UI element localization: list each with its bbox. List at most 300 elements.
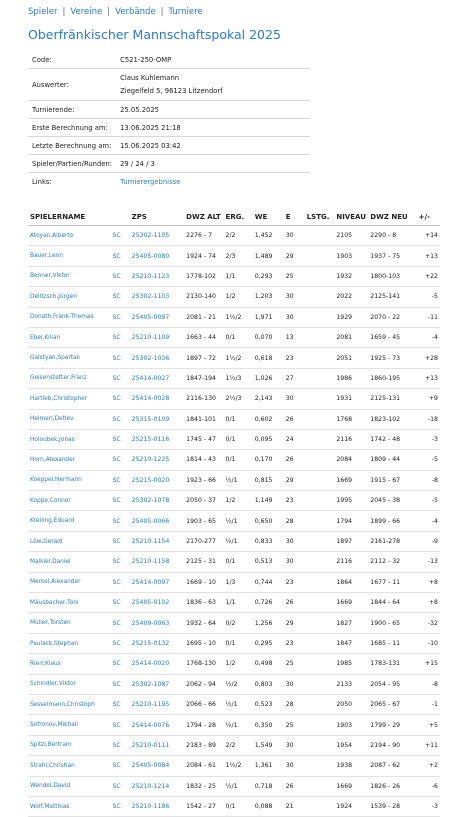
zps-link[interactable]: 25315-0109	[131, 415, 170, 423]
result-cell: 1/1	[224, 593, 253, 613]
zps-cell	[130, 409, 185, 429]
e-cell: 25	[284, 266, 305, 286]
verb-cell	[110, 470, 129, 490]
result-cell: 1½/2	[224, 307, 253, 327]
e-cell: 25	[284, 654, 305, 674]
zps-cell	[130, 613, 185, 633]
table-row	[28, 389, 440, 409]
leistung-cell	[305, 266, 335, 286]
col-we[interactable]: WE	[253, 209, 284, 226]
we-cell: 0,513	[253, 552, 284, 572]
club-link[interactable]: SC	[112, 599, 121, 607]
we-cell: 2,143	[253, 389, 284, 409]
verb-cell	[110, 226, 129, 246]
info-row-erste-berechnung	[28, 119, 310, 137]
table-row	[28, 409, 440, 429]
dwz-neu-cell: 2087 - 62	[368, 756, 416, 776]
zps-link[interactable]: 25405-0066	[131, 517, 170, 525]
name-cell	[28, 348, 110, 368]
zps-link[interactable]: 25302-1036	[131, 354, 170, 362]
player-name-link[interactable]: Paulack,Stephan	[30, 640, 79, 647]
player-name-link[interactable]: Koeppel,Hermann	[30, 477, 82, 484]
zps-cell	[130, 776, 185, 796]
we-cell: 0,803	[253, 674, 284, 694]
dwz-alt-cell: 1695 - 10	[184, 633, 223, 653]
leistung-cell	[305, 409, 335, 429]
we-cell: 0,726	[253, 593, 284, 613]
dwz-alt-cell: 2081 - 21	[184, 307, 223, 327]
club-link[interactable]: SC	[112, 538, 121, 546]
nav-separator: |	[107, 7, 111, 17]
diff-cell: -18	[417, 409, 440, 429]
dwz-alt-cell: 1832 - 25	[184, 776, 223, 796]
player-name-link[interactable]: Benner,Viktor	[30, 273, 70, 280]
col-erg[interactable]: ERG.	[224, 209, 253, 226]
club-link[interactable]: SC	[112, 619, 121, 627]
result-cell: 1½/2	[224, 756, 253, 776]
zps-link[interactable]: 25210-1225	[131, 456, 170, 464]
result-cell: 0/1	[224, 327, 253, 347]
zps-cell	[130, 756, 185, 776]
table-row	[28, 266, 440, 286]
info-key: Links:	[32, 177, 52, 186]
we-cell: 0,295	[253, 633, 284, 653]
club-link[interactable]: SC	[112, 415, 121, 423]
dwz-neu-cell: 2054 - 95	[368, 674, 416, 694]
player-name-link[interactable]: Ebel,Kilian	[30, 334, 61, 341]
dwz-alt-cell: 2116-130	[184, 389, 223, 409]
leistung-cell	[305, 654, 335, 674]
e-cell: 30	[284, 531, 305, 551]
niveau-cell: 1903	[334, 246, 368, 266]
club-link[interactable]: SC	[112, 721, 121, 729]
zps-link[interactable]: 25302-1078	[131, 497, 170, 505]
diff-cell: -8	[417, 470, 440, 490]
e-cell: 28	[284, 694, 305, 714]
club-link[interactable]: SC	[112, 395, 121, 403]
zps-link[interactable]: 25302-1103	[131, 293, 170, 301]
club-link[interactable]: SC	[112, 476, 121, 484]
zps-link[interactable]: 25414-0076	[131, 721, 170, 729]
leistung-cell	[305, 593, 335, 613]
name-cell	[28, 287, 110, 307]
e-cell: 26	[284, 776, 305, 796]
club-link[interactable]: SC	[112, 232, 121, 240]
dwz-neu-cell: 1915 - 67	[368, 470, 416, 490]
niveau-cell: 1938	[334, 756, 368, 776]
dwz-neu-cell: 1860-195	[368, 368, 416, 388]
zps-cell	[130, 327, 185, 347]
we-cell: 0,602	[253, 409, 284, 429]
we-cell: 0,170	[253, 450, 284, 470]
e-cell: 23	[284, 491, 305, 511]
info-row-links	[28, 173, 310, 191]
zps-link[interactable]: 25302-1087	[131, 680, 170, 688]
diff-cell: +5	[417, 715, 440, 735]
verb-cell	[110, 796, 129, 816]
dwz-alt-cell: 1897 - 72	[184, 348, 223, 368]
info-value: 15.06.2025 03:42	[116, 137, 310, 155]
player-name-link[interactable]: Wolf,Matthias	[30, 803, 70, 810]
club-link[interactable]: SC	[112, 374, 121, 382]
result-cell: 0/1	[224, 450, 253, 470]
zps-cell	[130, 307, 185, 327]
result-cell: 1/1	[224, 266, 253, 286]
e-cell: 23	[284, 572, 305, 592]
dwz-alt-cell: 1841-101	[184, 409, 223, 429]
e-cell: 24	[284, 429, 305, 449]
niveau-cell: 1827	[334, 613, 368, 633]
zps-cell	[130, 287, 185, 307]
dwz-neu-cell: 1659 - 45	[368, 327, 416, 347]
verb-cell	[110, 368, 129, 388]
player-name-link[interactable]: Sesselmann,Christoph	[30, 701, 95, 708]
result-cell: 1/2	[224, 287, 253, 307]
table-row	[28, 756, 440, 776]
e-cell: 30	[284, 307, 305, 327]
name-cell	[28, 756, 110, 776]
zps-cell	[130, 796, 185, 816]
zps-link[interactable]: 25414-0020	[131, 660, 170, 668]
player-name-link[interactable]: Mäusbacher,Toni	[30, 599, 79, 606]
auswerter-name: Claus Kuhlemann	[120, 73, 180, 82]
zps-link[interactable]: 25409-0063	[131, 619, 170, 627]
niveau-cell: 1794	[334, 511, 368, 531]
club-link[interactable]: SC	[112, 517, 121, 525]
zps-link[interactable]: 25405-0102	[131, 599, 170, 607]
player-name-link[interactable]: Spitzl,Bertram	[30, 742, 72, 749]
nav-turniere-link[interactable]: Turniere	[168, 7, 203, 17]
zps-link[interactable]: 25405-0080	[131, 252, 170, 260]
player-name-link[interactable]: Horn,Alexander	[30, 456, 76, 463]
niveau-cell: 1669	[334, 470, 368, 490]
table-row	[28, 593, 440, 613]
zps-cell	[130, 694, 185, 714]
player-name-link[interactable]: Atoyan,Alberto	[30, 232, 74, 239]
zps-cell	[130, 633, 185, 653]
diff-cell: -3	[417, 796, 440, 816]
diff-cell: +13	[417, 246, 440, 266]
player-name-link[interactable]: Merkel,Alexander	[30, 579, 81, 586]
dwz-neu-cell: 1539 - 28	[368, 796, 416, 816]
verb-cell	[110, 287, 129, 307]
info-key: Code:	[28, 51, 116, 69]
diff-cell: -10	[417, 633, 440, 653]
zps-link[interactable]: 25210-1154	[131, 538, 170, 546]
table-row	[28, 246, 440, 266]
e-cell: 30	[284, 226, 305, 246]
club-link[interactable]: SC	[112, 803, 121, 811]
dwz-alt-cell: 2276 - 7	[184, 226, 223, 246]
player-name-link[interactable]: Hartleb,Christopher	[30, 395, 88, 402]
e-cell: 25	[284, 715, 305, 735]
info-value: C521-250-OMP	[116, 51, 310, 69]
diff-cell: -3	[417, 429, 440, 449]
e-cell: 13	[284, 327, 305, 347]
zps-link[interactable]: 25210-1214	[131, 782, 170, 790]
name-cell	[28, 511, 110, 531]
niveau-cell: 2022	[334, 287, 368, 307]
zps-link[interactable]: 25414-0097	[131, 578, 170, 586]
col-dwz-neu[interactable]: DWZ NEU	[368, 209, 416, 226]
player-name-link[interactable]: Rieri,Klaus	[30, 660, 61, 667]
results-header-row	[28, 209, 440, 226]
name-cell	[28, 654, 110, 674]
e-cell: 27	[284, 368, 305, 388]
player-name-link[interactable]: Galstyan,Spartak	[30, 355, 80, 362]
leistung-cell	[305, 674, 335, 694]
dwz-neu-cell: 2125-131	[368, 389, 416, 409]
club-link[interactable]: SC	[112, 456, 121, 464]
club-link[interactable]: SC	[112, 313, 121, 321]
dwz-neu-cell: 2125-141	[368, 287, 416, 307]
zps-link[interactable]: 25215-0116	[131, 436, 170, 444]
zps-link[interactable]: 25210-0111	[131, 741, 170, 749]
name-cell	[28, 694, 110, 714]
diff-cell: -4	[417, 511, 440, 531]
info-row-spieler-partien-runden	[28, 155, 310, 173]
nav-vereine-link[interactable]: Vereine	[70, 7, 103, 17]
e-cell: 29	[284, 470, 305, 490]
name-cell	[28, 470, 110, 490]
club-link[interactable]: SC	[112, 354, 121, 362]
zps-link[interactable]: 25215-0020	[131, 476, 170, 484]
dwz-alt-cell: 1778-102	[184, 266, 223, 286]
zps-link[interactable]: 25210-1195	[131, 701, 170, 709]
player-name-link[interactable]: Kreiling,Eduard	[30, 518, 75, 525]
player-name-link[interactable]: Heimerl,Detlev	[30, 416, 74, 423]
zps-link[interactable]: 25414-0028	[131, 395, 170, 403]
zps-link[interactable]: 25405-0084	[131, 762, 170, 770]
result-cell: 0/2	[224, 613, 253, 633]
table-row	[28, 491, 440, 511]
e-cell: 30	[284, 389, 305, 409]
name-cell	[28, 593, 110, 613]
niveau-cell: 1924	[334, 796, 368, 816]
leistung-cell	[305, 613, 335, 633]
name-cell	[28, 715, 110, 735]
dwz-neu-cell: 1742 - 48	[368, 429, 416, 449]
we-cell: 0,718	[253, 776, 284, 796]
we-cell: 0,650	[253, 511, 284, 531]
name-cell	[28, 389, 110, 409]
name-cell	[28, 613, 110, 633]
zps-link[interactable]: 25215-0132	[131, 640, 170, 647]
zps-cell	[130, 572, 185, 592]
e-cell: 21	[284, 796, 305, 816]
verb-cell	[110, 327, 129, 347]
club-link[interactable]: SC	[112, 782, 121, 790]
e-cell: 28	[284, 511, 305, 531]
nav-separator: |	[62, 7, 66, 17]
result-cell: 0/1	[224, 409, 253, 429]
col-niveau[interactable]: NIVEAU	[334, 209, 368, 226]
zps-link[interactable]: 25405-0097	[131, 313, 170, 321]
verb-cell	[110, 633, 129, 653]
zps-cell	[130, 531, 185, 551]
dwz-neu-cell: 2112 - 32	[368, 552, 416, 572]
club-link[interactable]: SC	[112, 293, 121, 301]
info-row-turnierende	[28, 101, 310, 119]
niveau-cell: 1768	[334, 409, 368, 429]
niveau-cell: 2116	[334, 429, 368, 449]
niveau-cell: 2133	[334, 674, 368, 694]
table-row	[28, 654, 440, 674]
result-cell: 0/1	[224, 796, 253, 816]
zps-link[interactable]: 25210-1158	[131, 558, 170, 566]
verb-cell	[110, 246, 129, 266]
zps-link[interactable]: 25302-1105	[131, 232, 170, 240]
dwz-neu-cell: 1826 - 26	[368, 776, 416, 796]
player-name-link[interactable]: Geisenstetter,Franz	[30, 375, 87, 382]
club-link[interactable]: SC	[112, 701, 121, 709]
e-cell: 29	[284, 246, 305, 266]
result-cell: ½/1	[224, 470, 253, 490]
player-name-link[interactable]: Koppe,Connor	[30, 497, 71, 504]
dwz-neu-cell: 1783-131	[368, 654, 416, 674]
dwz-neu-cell: 1809 - 44	[368, 450, 416, 470]
col-lstg[interactable]: LSTG.	[305, 209, 335, 226]
dwz-neu-cell: 1823-102	[368, 409, 416, 429]
col-diff[interactable]: +/-	[417, 209, 440, 226]
table-row	[28, 287, 440, 307]
table-row	[28, 327, 440, 347]
name-cell	[28, 450, 110, 470]
club-link[interactable]: SC	[112, 762, 121, 770]
player-name-link[interactable]: Strahl,Christian	[30, 762, 75, 769]
info-row-letzte-berechnung	[28, 137, 310, 155]
e-cell: 30	[284, 552, 305, 572]
leistung-cell	[305, 327, 335, 347]
result-cell: 2/2	[224, 735, 253, 755]
nav-verbaende-link[interactable]: Verbände	[115, 7, 156, 17]
dwz-neu-cell: 1799 - 29	[368, 715, 416, 735]
leistung-cell	[305, 348, 335, 368]
we-cell: 1,256	[253, 613, 284, 633]
dwz-neu-cell: 1844 - 64	[368, 593, 416, 613]
leistung-cell	[305, 776, 335, 796]
nav-spieler-link[interactable]: Spieler	[28, 7, 58, 17]
name-cell	[28, 409, 110, 429]
e-cell: 30	[284, 735, 305, 755]
col-verein	[110, 209, 129, 226]
info-value: 25.05.2025	[116, 101, 310, 119]
player-name-link[interactable]: Malkiel,Daniel	[30, 558, 71, 565]
niveau-cell: 1995	[334, 491, 368, 511]
top-nav	[28, 7, 203, 17]
result-cell: ½/1	[224, 715, 253, 735]
dwz-alt-cell: 1847-194	[184, 368, 223, 388]
player-name-link[interactable]: Sofronov,Mikhail	[30, 722, 78, 729]
diff-cell: +8	[417, 593, 440, 613]
name-cell	[28, 552, 110, 572]
we-cell: 1,203	[253, 287, 284, 307]
niveau-cell: 1864	[334, 572, 368, 592]
niveau-cell: 2050	[334, 694, 368, 714]
zps-link[interactable]: 25210-1123	[131, 272, 170, 280]
dwz-alt-cell: 1836 - 63	[184, 593, 223, 613]
verb-cell	[110, 409, 129, 429]
club-link[interactable]: SC	[112, 436, 121, 444]
dwz-alt-cell: 1924 - 74	[184, 246, 223, 266]
result-cell: 2/3	[224, 246, 253, 266]
dwz-alt-cell: 2062 - 94	[184, 674, 223, 694]
club-link[interactable]: SC	[112, 334, 121, 342]
player-name-link[interactable]: Löw,Gerald	[30, 538, 63, 545]
diff-cell: -5	[417, 287, 440, 307]
zps-link[interactable]: 25414-0027	[131, 374, 170, 382]
col-dwz-alt[interactable]: DWZ ALT	[184, 209, 223, 226]
club-link[interactable]: SC	[112, 680, 121, 688]
zps-cell	[130, 389, 185, 409]
diff-cell: -11	[417, 307, 440, 327]
name-cell	[28, 776, 110, 796]
name-cell	[28, 368, 110, 388]
zps-link[interactable]: 25210-1186	[131, 803, 170, 811]
table-row	[28, 450, 440, 470]
club-link[interactable]: SC	[112, 640, 121, 647]
club-link[interactable]: SC	[112, 252, 121, 260]
leistung-cell	[305, 287, 335, 307]
e-cell: 26	[284, 593, 305, 613]
player-name-link[interactable]: Delitzsch,Jürgen	[30, 293, 77, 300]
col-spielername[interactable]: SPIELERNAME	[28, 209, 110, 226]
club-link[interactable]: SC	[112, 578, 121, 586]
niveau-cell: 1932	[334, 266, 368, 286]
player-name-link[interactable]: Donath,Frank-Thomas	[30, 314, 94, 321]
auswerter-address: Ziegelfeld 5, 96123 Litzendorf	[120, 86, 223, 95]
player-name-link[interactable]: Wendel,David	[30, 783, 71, 790]
club-link[interactable]: SC	[112, 272, 121, 280]
leistung-cell	[305, 796, 335, 816]
diff-cell: +2	[417, 756, 440, 776]
result-cell: ½/1	[224, 531, 253, 551]
name-cell	[28, 491, 110, 511]
zps-link[interactable]: 25210-1109	[131, 334, 170, 342]
verb-cell	[110, 674, 129, 694]
club-link[interactable]: SC	[112, 741, 121, 749]
result-cell: 1/2	[224, 491, 253, 511]
col-zps[interactable]: ZPS	[130, 209, 185, 226]
player-name-link[interactable]: Schindler,Viktor	[30, 681, 76, 688]
leistung-cell	[305, 389, 335, 409]
turnierergebnisse-link[interactable]: Turnierergebnisse	[120, 177, 181, 186]
dwz-neu-cell: 2194 - 90	[368, 735, 416, 755]
dwz-neu-cell: 1899 - 66	[368, 511, 416, 531]
info-key: Auswerter:	[28, 69, 116, 101]
club-link[interactable]: SC	[112, 660, 121, 668]
club-link[interactable]: SC	[112, 558, 121, 566]
zps-cell	[130, 450, 185, 470]
dwz-neu-cell: 1677 - 11	[368, 572, 416, 592]
result-cell: 0/1	[224, 429, 253, 449]
nav-separator: |	[160, 7, 164, 17]
zps-cell	[130, 511, 185, 531]
col-e[interactable]: E	[284, 209, 305, 226]
player-name-link[interactable]: Bauer,Leon	[30, 253, 63, 260]
name-cell	[28, 429, 110, 449]
info-value: 29 / 24 / 3	[116, 155, 310, 173]
player-name-link[interactable]: Müller,Torsten	[30, 620, 71, 627]
dwz-alt-cell: 2125 - 31	[184, 552, 223, 572]
zps-cell	[130, 348, 185, 368]
leistung-cell	[305, 756, 335, 776]
dwz-neu-cell: 2045 - 38	[368, 491, 416, 511]
dwz-neu-cell: 2070 - 22	[368, 307, 416, 327]
diff-cell: +15	[417, 654, 440, 674]
player-name-link[interactable]: Holoubek,Jonas	[30, 436, 75, 443]
club-link[interactable]: SC	[112, 497, 121, 505]
